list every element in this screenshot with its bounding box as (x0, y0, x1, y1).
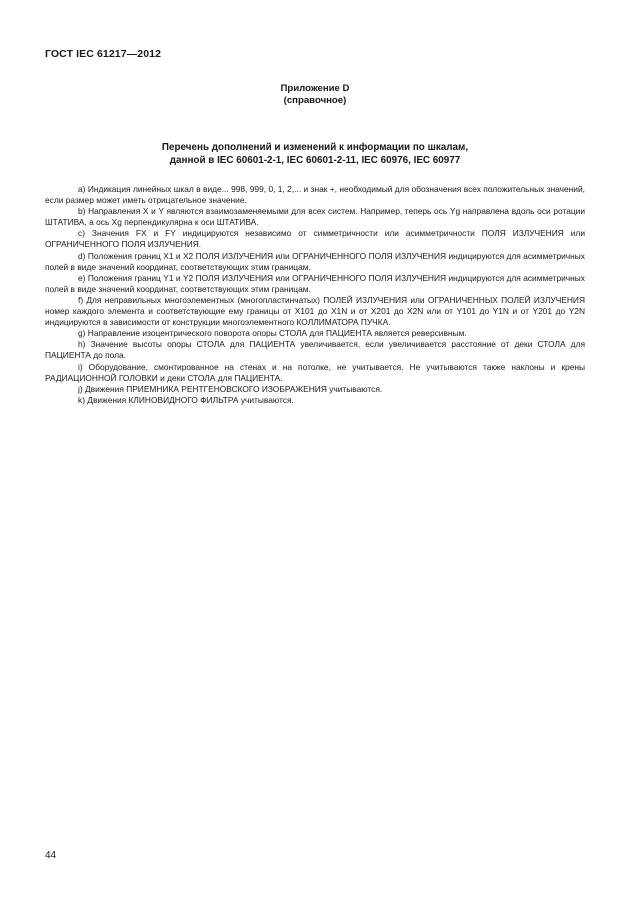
list-item-k: k) Движения КЛИНОВИДНОГО ФИЛЬТРА учитываются. (78, 394, 294, 405)
list-item-i: i) Оборудование, смонтированное на стенах и на потолке, не учитывается. Не учитываются также наклоны и крены РАДИАЦИОННОЙ ГОЛОВКИ и деки СТОЛА для ПАЦИЕНТА. (45, 361, 585, 383)
list-item-c: c) Значения FX и FY индицируются независимо от симметричности или асимметричности ПОЛЯ ИЗЛУЧЕНИЯ или ОГРАНИЧЕННОГО ПОЛЯ ИЗЛУЧЕНИЯ. (45, 228, 585, 250)
document-header: ГОСТ IEC 61217—2012 (45, 48, 162, 60)
annex-title: Приложение D (280, 83, 350, 94)
list-item-a: a) Индикация линейных шкал в виде... 998, 999, 0, 1, 2,... и знак +, необходимый для обозначения всех положительных значений, если размер может иметь отрицательное значение. (45, 184, 585, 206)
annex-heading (0, 83, 630, 107)
list-item-h: h) Значение высоты опоры СТОЛА для ПАЦИЕНТА увеличивается, если увеличивается расстояние от деки СТОЛА для ПАЦИЕНТА до пола. (45, 339, 585, 361)
page-number: 44 (45, 850, 57, 861)
list-item-j: j) Движения ПРИЕМНИКА РЕНТГЕНОВСКОГО ИЗОБРАЖЕНИЯ учитываются. (78, 383, 383, 394)
list-item-g: g) Направление изоцентрического поворота опоры СТОЛА для ПАЦИЕНТА является реверсивным. (78, 328, 467, 339)
annex-subtitle: (справочное) (283, 95, 347, 106)
section-title (60, 141, 570, 167)
list-item-b: b) Направления X и Y являются взаимозаменяемыми для всех систем. Например, теперь ось Yg направлена вдоль оси ротации ШТАТИВА, а ось Xg перпендикулярна к оси ШТАТИВА. (45, 206, 585, 228)
items-list (45, 184, 585, 406)
title-line-2: данной в IEC 60601-2-1, IEC 60601-2-11, IEC 60976, IEC 60977 (169, 155, 461, 166)
title-line-1: Перечень дополнений и изменений к информации по шкалам, (161, 142, 469, 153)
list-item-d: d) Положения границ X1 и X2 ПОЛЯ ИЗЛУЧЕНИЯ или ОГРАНИЧЕННОГО ПОЛЯ ИЗЛУЧЕНИЯ индицируются для асимметричных полей в виде значений координат, соответствующих этим границам. (45, 250, 585, 272)
list-item-e: e) Положения границ Y1 и Y2 ПОЛЯ ИЗЛУЧЕНИЯ или ОГРАНИЧЕННОГО ПОЛЯ ИЗЛУЧЕНИЯ индицируются для асимметричных полей в виде значений координат, соответствующих этим границам. (45, 272, 585, 294)
list-item-f: f) Для неправильных многоэлементных (многопластинчатых) ПОЛЕЙ ИЗЛУЧЕНИЯ или ОГРАНИЧЕННЫХ ПОЛЕЙ ИЗЛУЧЕНИЯ номер каждого элемента и соответствующие ему границы от X101 до X1N и от X201 до X2N или от Y101 до Y1N и от Y201 до Y2N индицируются в зависимости от конструкции многоэлементного КОЛЛИМАТОРА ПУЧКА. (45, 294, 585, 328)
